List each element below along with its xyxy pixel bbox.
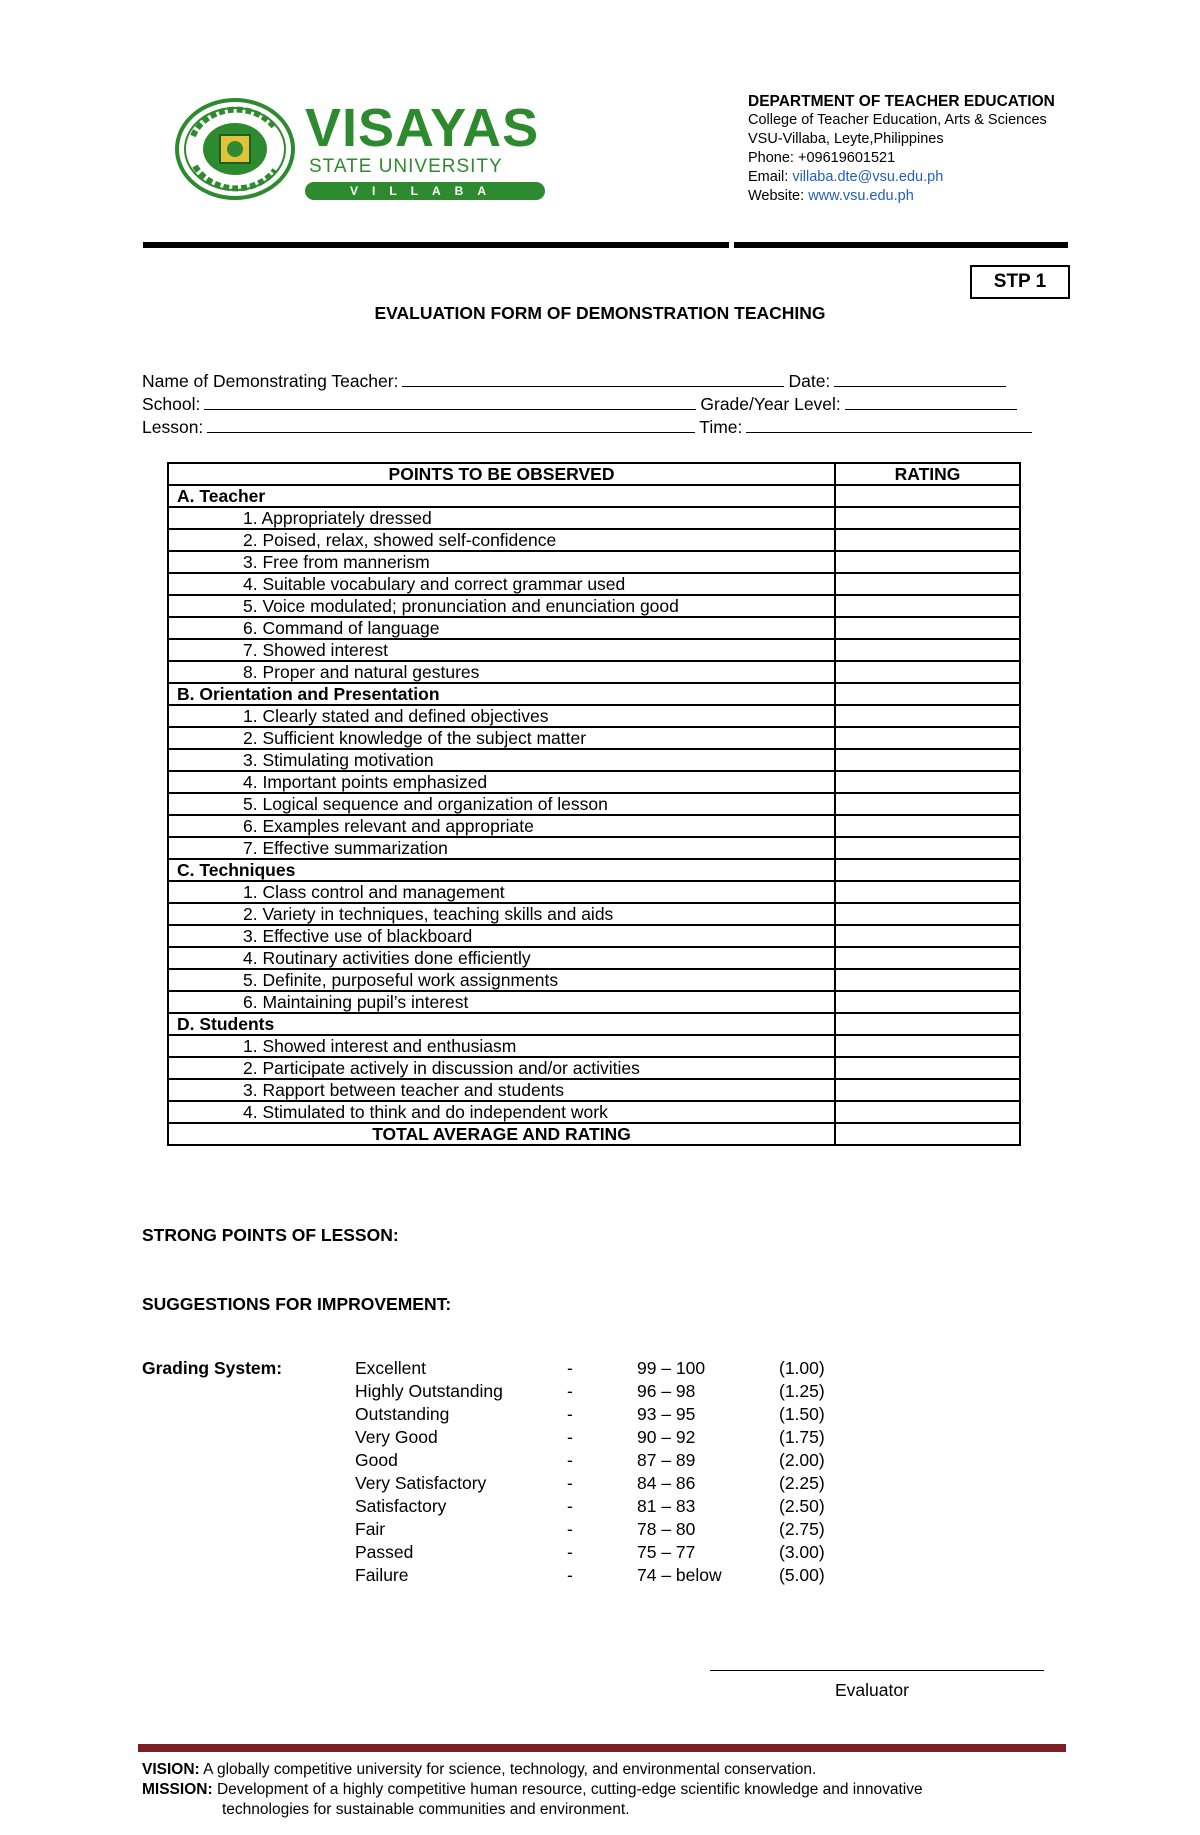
rating-cell[interactable] [835, 507, 1020, 529]
criterion-cell: 2. Poised, relax, showed self-confidence [168, 529, 835, 551]
table-row [168, 661, 1020, 683]
grade-range: 90 – 92 [637, 1427, 696, 1447]
criterion-cell: 6. Examples relevant and appropriate [168, 815, 835, 837]
rating-cell[interactable] [835, 947, 1020, 969]
table-row [168, 749, 1020, 771]
criterion-cell: 1. Clearly stated and defined objectives [168, 705, 835, 727]
grade-label: Grade/Year Level: [700, 394, 841, 414]
criterion-cell: 8. Proper and natural gestures [168, 661, 835, 683]
address: VSU-Villaba, Leyte,Philippines [748, 131, 944, 147]
footer-divider [138, 1744, 1066, 1752]
criterion-cell: 4. Important points emphasized [168, 771, 835, 793]
college-name: College of Teacher Education, Arts & Sciences [748, 112, 1047, 128]
criterion-cell: 2. Variety in techniques, teaching skills and aids [168, 903, 835, 925]
evaluation-table [167, 462, 1021, 1146]
table-row [168, 705, 1020, 727]
table-row [168, 573, 1020, 595]
table-row [168, 947, 1020, 969]
rating-cell[interactable] [835, 529, 1020, 551]
form-title: EVALUATION FORM OF DEMONSTRATION TEACHING [374, 303, 826, 323]
table-header-row [168, 463, 1020, 485]
grade-equivalent: (2.50) [779, 1496, 825, 1516]
header-divider-left [143, 242, 729, 248]
department-name: DEPARTMENT OF TEACHER EDUCATION [748, 93, 1055, 110]
grade-range: 93 – 95 [637, 1404, 696, 1424]
table-row [168, 595, 1020, 617]
table-row [168, 1035, 1020, 1057]
mission-label: MISSION: [142, 1781, 213, 1798]
grade-name: Good [355, 1450, 398, 1470]
criterion-cell: 3. Stimulating motivation [168, 749, 835, 771]
school-label: School: [142, 394, 201, 414]
grade-name: Fair [355, 1519, 386, 1539]
rating-cell[interactable] [835, 969, 1020, 991]
time-blank[interactable] [746, 418, 1032, 433]
rating-cell[interactable] [835, 903, 1020, 925]
grade-equivalent: (2.00) [779, 1450, 825, 1470]
rating-cell[interactable] [835, 617, 1020, 639]
criterion-cell: 1. Class control and management [168, 881, 835, 903]
grade-range: 78 – 80 [637, 1519, 696, 1539]
criterion-cell: 5. Voice modulated; pronunciation and enunciation good [168, 595, 835, 617]
school-grade-row [142, 394, 1054, 417]
school-blank[interactable] [204, 395, 696, 410]
grade-name: Outstanding [355, 1404, 450, 1424]
form-code-box: STP 1 [970, 265, 1070, 299]
criterion-cell: 7. Effective summarization [168, 837, 835, 859]
grade-dash: - [567, 1450, 573, 1470]
grade-dash: - [567, 1565, 573, 1585]
criterion-cell: 4. Routinary activities done efficiently [168, 947, 835, 969]
grade-name: Excellent [355, 1358, 427, 1378]
email-link[interactable]: villaba.dte@vsu.edu.ph [792, 169, 944, 185]
grade-range: 96 – 98 [637, 1381, 696, 1401]
rating-cell[interactable] [835, 705, 1020, 727]
section-row [168, 859, 1020, 881]
criterion-cell: 4. Suitable vocabulary and correct grammar used [168, 573, 835, 595]
section-title: B. Orientation and Presentation [168, 683, 835, 705]
grade-equivalent: (2.25) [779, 1473, 825, 1493]
date-label: Date: [788, 371, 831, 391]
rating-cell[interactable] [835, 991, 1020, 1013]
grade-name: Passed [355, 1542, 414, 1562]
rating-cell[interactable] [835, 881, 1020, 903]
vision-line [142, 1760, 1064, 1780]
table-row [168, 1101, 1020, 1123]
university-seal-logo [175, 98, 295, 200]
grade-name: Very Good [355, 1427, 438, 1447]
university-wordmark-logo [305, 98, 555, 198]
criterion-cell: 5. Definite, purposeful work assignments [168, 969, 835, 991]
department-info [748, 92, 1055, 206]
total-label: TOTAL AVERAGE AND RATING [168, 1123, 835, 1145]
rating-cell[interactable] [835, 551, 1020, 573]
table-row [168, 551, 1020, 573]
criterion-cell: 3. Rapport between teacher and students [168, 1079, 835, 1101]
criterion-cell: 6. Command of language [168, 617, 835, 639]
email-line: Email: villaba.dte@vsu.edu.ph [748, 169, 944, 185]
vision-text: A globally competitive university for science, technology, and environmental conservation. [203, 1761, 817, 1778]
grade-range: 99 – 100 [637, 1358, 706, 1378]
table-row [168, 639, 1020, 661]
table-row [168, 771, 1020, 793]
lesson-label: Lesson: [142, 417, 204, 437]
criterion-cell: 3. Free from mannerism [168, 551, 835, 573]
time-label: Time: [699, 417, 743, 437]
table-row [168, 903, 1020, 925]
grade-range: 87 – 89 [637, 1450, 696, 1470]
criterion-cell: 3. Effective use of blackboard [168, 925, 835, 947]
rating-cell[interactable] [835, 859, 1020, 881]
table-row [168, 1057, 1020, 1079]
footer [142, 1760, 1064, 1820]
date-blank[interactable] [834, 372, 1006, 387]
evaluator-signature-line[interactable] [710, 1670, 1044, 1671]
grade-dash: - [567, 1381, 573, 1401]
suggestions-label: SUGGESTIONS FOR IMPROVEMENT: [142, 1294, 452, 1314]
rating-cell[interactable] [835, 925, 1020, 947]
phone-number: +09619601521 [798, 150, 896, 166]
rating-cell[interactable] [835, 793, 1020, 815]
rating-cell[interactable] [835, 485, 1020, 507]
table-row [168, 1079, 1020, 1101]
criterion-cell: 7. Showed interest [168, 639, 835, 661]
rating-cell[interactable] [835, 749, 1020, 771]
criterion-cell: 1. Appropriately dressed [168, 507, 835, 529]
table-row [168, 507, 1020, 529]
teacher-date-row [142, 371, 1054, 394]
brand-subtitle: STATE UNIVERSITY [309, 156, 503, 177]
website-line: Website: www.vsu.edu.ph [748, 188, 914, 204]
rating-cell[interactable] [835, 837, 1020, 859]
total-row [168, 1123, 1020, 1145]
brand-name: VISAYAS [305, 98, 540, 158]
grade-name: Satisfactory [355, 1496, 447, 1516]
grade-equivalent: (3.00) [779, 1542, 825, 1562]
grade-blank[interactable] [845, 395, 1017, 410]
table-row [168, 815, 1020, 837]
table-row [168, 727, 1020, 749]
mission-text-cont: technologies for sustainable communities and environment. [222, 1801, 630, 1818]
grade-range: 84 – 86 [637, 1473, 696, 1493]
table-row [168, 991, 1020, 1013]
rating-cell[interactable] [835, 815, 1020, 837]
grade-name: Very Satisfactory [355, 1473, 487, 1493]
section-title: A. Teacher [168, 485, 835, 507]
rating-cell[interactable] [835, 1101, 1020, 1123]
rating-cell[interactable] [835, 595, 1020, 617]
grade-range: 81 – 83 [637, 1496, 696, 1516]
grade-dash: - [567, 1427, 573, 1447]
strong-points-label: STRONG POINTS OF LESSON: [142, 1225, 399, 1245]
rating-cell[interactable] [835, 1079, 1020, 1101]
table-row [168, 617, 1020, 639]
website-link[interactable]: www.vsu.edu.ph [808, 188, 914, 204]
vision-label: VISION: [142, 1761, 200, 1778]
rating-cell[interactable] [835, 1057, 1020, 1079]
grade-dash: - [567, 1473, 573, 1493]
criterion-cell: 4. Stimulated to think and do independent work [168, 1101, 835, 1123]
section-title: D. Students [168, 1013, 835, 1035]
grade-dash: - [567, 1358, 573, 1378]
rating-cell[interactable] [835, 1013, 1020, 1035]
section-row [168, 683, 1020, 705]
grade-dash: - [567, 1519, 573, 1539]
grade-equivalent: (1.25) [779, 1381, 825, 1401]
brand-campus: VILLABA [305, 182, 545, 200]
section-title: C. Techniques [168, 859, 835, 881]
rating-cell[interactable] [835, 661, 1020, 683]
grade-dash: - [567, 1404, 573, 1424]
rating-cell[interactable] [835, 639, 1020, 661]
header-divider-right [734, 242, 1068, 248]
table-row [168, 881, 1020, 903]
table-row [168, 529, 1020, 551]
section-row [168, 485, 1020, 507]
grade-equivalent: (1.50) [779, 1404, 825, 1424]
grading-label: Grading System: [142, 1358, 283, 1378]
grade-equivalent: (2.75) [779, 1519, 825, 1539]
mission-text: Development of a highly competitive human resource, cutting-edge scientific knowledge and innovative [216, 1781, 923, 1798]
teacher-label: Name of Demonstrating Teacher: [142, 371, 399, 391]
grade-equivalent: (1.00) [779, 1358, 825, 1378]
total-rating-cell[interactable] [835, 1123, 1020, 1145]
criterion-cell: 5. Logical sequence and organization of lesson [168, 793, 835, 815]
criterion-cell: 1. Showed interest and enthusiasm [168, 1035, 835, 1057]
grade-dash: - [567, 1496, 573, 1516]
grade-equivalent: (5.00) [779, 1565, 825, 1585]
table-row [168, 969, 1020, 991]
grade-name: Highly Outstanding [355, 1381, 503, 1401]
grade-dash: - [567, 1542, 573, 1562]
evaluator-label: Evaluator [835, 1680, 909, 1700]
criterion-cell: 6. Maintaining pupil’s interest [168, 991, 835, 1013]
rating-cell[interactable] [835, 727, 1020, 749]
criterion-cell: 2. Sufficient knowledge of the subject matter [168, 727, 835, 749]
col-points-header: POINTS TO BE OBSERVED [168, 463, 835, 485]
grade-range: 75 – 77 [637, 1542, 696, 1562]
table-row [168, 925, 1020, 947]
criterion-cell: 2. Participate actively in discussion and/or activities [168, 1057, 835, 1079]
col-rating-header: RATING [835, 463, 1020, 485]
table-row [168, 793, 1020, 815]
rating-cell[interactable] [835, 573, 1020, 595]
mission-line [142, 1780, 1064, 1800]
rating-cell[interactable] [835, 683, 1020, 705]
rating-cell[interactable] [835, 1035, 1020, 1057]
rating-cell[interactable] [835, 771, 1020, 793]
grade-name: Failure [355, 1565, 409, 1585]
grade-range: 74 – below [637, 1565, 722, 1585]
grade-equivalent: (1.75) [779, 1427, 825, 1447]
table-row [168, 837, 1020, 859]
teacher-name-blank[interactable] [402, 372, 784, 387]
lesson-time-row [142, 417, 1054, 440]
lesson-blank[interactable] [207, 418, 695, 433]
phone-line: Phone: +09619601521 [748, 150, 896, 166]
section-row [168, 1013, 1020, 1035]
